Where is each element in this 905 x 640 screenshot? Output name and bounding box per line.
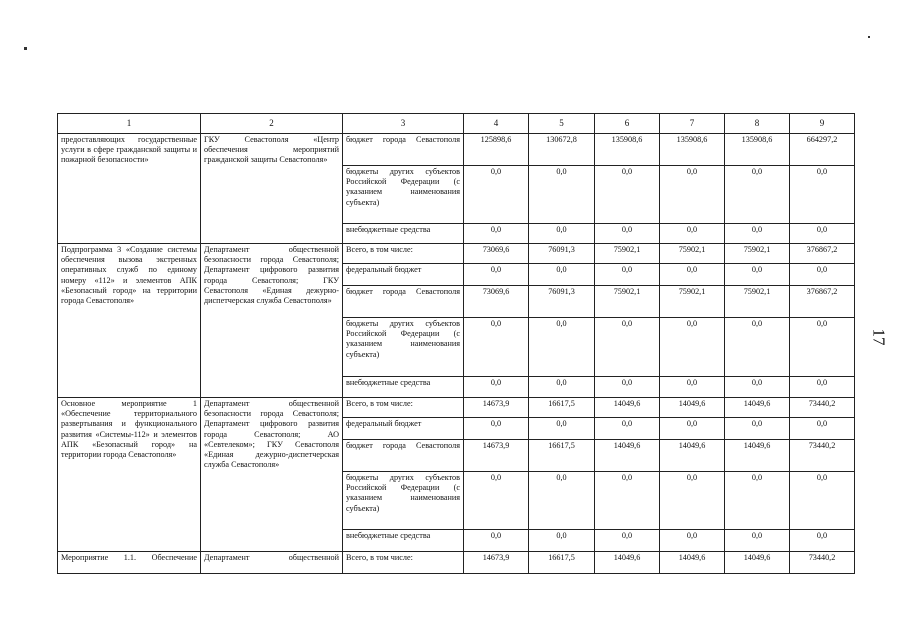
value-cell: 0,0 bbox=[595, 224, 660, 244]
value-cell: 0,0 bbox=[660, 318, 725, 377]
value-cell: 14049,6 bbox=[725, 552, 790, 574]
value-cell: 376867,2 bbox=[790, 244, 855, 264]
header-cell: 8 bbox=[725, 114, 790, 134]
value-cell: 0,0 bbox=[725, 318, 790, 377]
value-cell: 0,0 bbox=[660, 377, 725, 398]
value-cell: 75902,1 bbox=[595, 286, 660, 318]
header-cell: 7 bbox=[660, 114, 725, 134]
value-cell: 0,0 bbox=[595, 377, 660, 398]
value-cell: 664297,2 bbox=[790, 134, 855, 166]
value-cell: 0,0 bbox=[595, 418, 660, 440]
value-cell: 0,0 bbox=[464, 224, 529, 244]
value-cell: 0,0 bbox=[725, 530, 790, 552]
executor-cell: Департамент общественной безопасности города Севастополя; Департамент цифрового развития города Севастополя; ГКУ Севастополя «Единая дежурно-диспетчерская служба Севастополя» bbox=[201, 244, 343, 398]
value-cell: 0,0 bbox=[660, 418, 725, 440]
value-cell: 0,0 bbox=[595, 166, 660, 224]
value-cell: 0,0 bbox=[660, 166, 725, 224]
value-cell: 76091,3 bbox=[529, 286, 595, 318]
value-cell: 376867,2 bbox=[790, 286, 855, 318]
funding-source-cell: внебюджетные средства bbox=[343, 377, 464, 398]
funding-source-cell: бюджет города Севастополя bbox=[343, 440, 464, 472]
program-name-cell: Основное мероприятие 1 «Обеспечение территориального развертывания и функционального развития «Системы-112» и элементов АПК «Безопасный город» на территории города Севастополя» bbox=[58, 398, 201, 552]
value-cell: 0,0 bbox=[464, 472, 529, 530]
value-cell: 0,0 bbox=[529, 224, 595, 244]
value-cell: 14049,6 bbox=[660, 552, 725, 574]
value-cell: 135908,6 bbox=[595, 134, 660, 166]
program-name-cell: предоставляющих государственные услуги в сфере гражданской защиты и пожарной безопасности» bbox=[58, 134, 201, 244]
value-cell: 16617,5 bbox=[529, 398, 595, 418]
value-cell: 0,0 bbox=[464, 166, 529, 224]
funding-source-cell: Всего, в том числе: bbox=[343, 552, 464, 574]
page-number: 17 bbox=[869, 328, 889, 346]
program-name-cell: Мероприятие 1.1. Обеспечение bbox=[58, 552, 201, 574]
value-cell: 125898,6 bbox=[464, 134, 529, 166]
value-cell: 0,0 bbox=[725, 166, 790, 224]
value-cell: 0,0 bbox=[660, 224, 725, 244]
value-cell: 0,0 bbox=[660, 530, 725, 552]
header-cell: 3 bbox=[343, 114, 464, 134]
header-cell: 5 bbox=[529, 114, 595, 134]
executor-cell: Департамент общественной bbox=[201, 552, 343, 574]
value-cell: 75902,1 bbox=[725, 286, 790, 318]
value-cell: 0,0 bbox=[725, 472, 790, 530]
funding-source-cell: федеральный бюджет bbox=[343, 418, 464, 440]
value-cell: 130672,8 bbox=[529, 134, 595, 166]
header-cell: 4 bbox=[464, 114, 529, 134]
value-cell: 0,0 bbox=[790, 377, 855, 398]
value-cell: 0,0 bbox=[464, 418, 529, 440]
table-row bbox=[58, 134, 855, 166]
header-cell: 2 bbox=[201, 114, 343, 134]
funding-source-cell: федеральный бюджет bbox=[343, 264, 464, 286]
value-cell: 0,0 bbox=[595, 318, 660, 377]
funding-source-cell: Всего, в том числе: bbox=[343, 398, 464, 418]
header-cell: 9 bbox=[790, 114, 855, 134]
value-cell: 0,0 bbox=[464, 318, 529, 377]
funding-source-cell: бюджеты других субъектов Российской Федерации (с указанием наименования субъекта) bbox=[343, 318, 464, 377]
value-cell: 0,0 bbox=[725, 377, 790, 398]
value-cell: 0,0 bbox=[790, 530, 855, 552]
value-cell: 73069,6 bbox=[464, 244, 529, 264]
value-cell: 16617,5 bbox=[529, 440, 595, 472]
value-cell: 0,0 bbox=[660, 472, 725, 530]
value-cell: 0,0 bbox=[790, 224, 855, 244]
value-cell: 73440,2 bbox=[790, 440, 855, 472]
value-cell: 0,0 bbox=[790, 264, 855, 286]
value-cell: 14049,6 bbox=[595, 552, 660, 574]
table-row bbox=[58, 398, 855, 418]
value-cell: 75902,1 bbox=[725, 244, 790, 264]
value-cell: 0,0 bbox=[790, 418, 855, 440]
value-cell: 16617,5 bbox=[529, 552, 595, 574]
value-cell: 0,0 bbox=[595, 264, 660, 286]
value-cell: 76091,3 bbox=[529, 244, 595, 264]
value-cell: 0,0 bbox=[529, 530, 595, 552]
value-cell: 0,0 bbox=[529, 377, 595, 398]
value-cell: 0,0 bbox=[529, 264, 595, 286]
header-cell: 1 bbox=[58, 114, 201, 134]
funding-source-cell: бюджеты других субъектов Российской Федерации (с указанием наименования субъекта) bbox=[343, 166, 464, 224]
budget-table bbox=[57, 113, 855, 574]
funding-source-cell: внебюджетные средства bbox=[343, 224, 464, 244]
value-cell: 0,0 bbox=[595, 472, 660, 530]
value-cell: 0,0 bbox=[464, 530, 529, 552]
table-row bbox=[58, 552, 855, 574]
funding-source-cell: внебюджетные средства bbox=[343, 530, 464, 552]
value-cell: 73069,6 bbox=[464, 286, 529, 318]
value-cell: 14049,6 bbox=[595, 440, 660, 472]
value-cell: 135908,6 bbox=[660, 134, 725, 166]
value-cell: 0,0 bbox=[725, 224, 790, 244]
value-cell: 0,0 bbox=[529, 472, 595, 530]
value-cell: 0,0 bbox=[464, 264, 529, 286]
value-cell: 0,0 bbox=[660, 264, 725, 286]
value-cell: 0,0 bbox=[790, 166, 855, 224]
funding-source-cell: бюджеты других субъектов Российской Федерации (с указанием наименования субъекта) bbox=[343, 472, 464, 530]
funding-source-cell: бюджет города Севастополя bbox=[343, 134, 464, 166]
value-cell: 135908,6 bbox=[725, 134, 790, 166]
value-cell: 14673,9 bbox=[464, 398, 529, 418]
value-cell: 75902,1 bbox=[660, 244, 725, 264]
value-cell: 75902,1 bbox=[660, 286, 725, 318]
executor-cell: ГКУ Севастополя «Центр обеспечения мероприятий гражданской защиты Севастополя» bbox=[201, 134, 343, 244]
value-cell: 75902,1 bbox=[595, 244, 660, 264]
value-cell: 0,0 bbox=[529, 318, 595, 377]
funding-source-cell: Всего, в том числе: bbox=[343, 244, 464, 264]
value-cell: 0,0 bbox=[464, 377, 529, 398]
funding-source-cell: бюджет города Севастополя bbox=[343, 286, 464, 318]
program-name-cell: Подпрограмма 3 «Создание системы обеспечения вызова экстренных оперативных служб по единому номеру «112» и элементов АПК «Безопасный город» на территории города Севастополя» bbox=[58, 244, 201, 398]
value-cell: 73440,2 bbox=[790, 552, 855, 574]
scan-speck bbox=[868, 36, 870, 38]
value-cell: 14673,9 bbox=[464, 552, 529, 574]
value-cell: 14049,6 bbox=[660, 440, 725, 472]
executor-cell: Департамент общественной безопасности города Севастополя; Департамент цифрового развития города Севастополя; АО «Севтелеком»; ГКУ Севастополя «Единая дежурно-диспетчерская служба Севастополя» bbox=[201, 398, 343, 552]
value-cell: 73440,2 bbox=[790, 398, 855, 418]
value-cell: 14049,6 bbox=[725, 398, 790, 418]
table-row bbox=[58, 244, 855, 264]
value-cell: 0,0 bbox=[725, 418, 790, 440]
value-cell: 14049,6 bbox=[660, 398, 725, 418]
scan-speck bbox=[24, 47, 27, 50]
value-cell: 0,0 bbox=[595, 530, 660, 552]
value-cell: 14673,9 bbox=[464, 440, 529, 472]
header-cell: 6 bbox=[595, 114, 660, 134]
value-cell: 0,0 bbox=[790, 318, 855, 377]
value-cell: 14049,6 bbox=[725, 440, 790, 472]
value-cell: 14049,6 bbox=[595, 398, 660, 418]
value-cell: 0,0 bbox=[790, 472, 855, 530]
value-cell: 0,0 bbox=[725, 264, 790, 286]
value-cell: 0,0 bbox=[529, 418, 595, 440]
value-cell: 0,0 bbox=[529, 166, 595, 224]
header-row bbox=[58, 114, 855, 134]
